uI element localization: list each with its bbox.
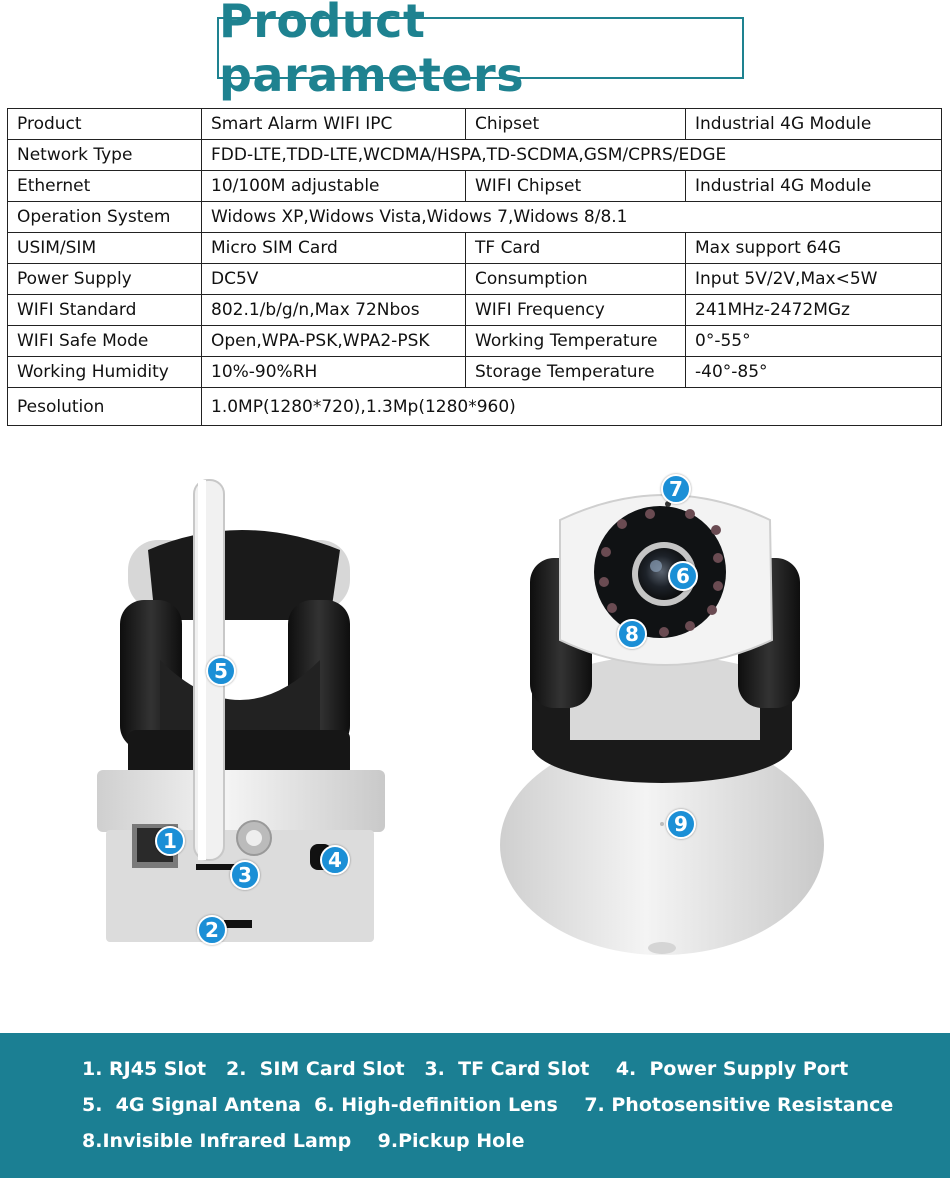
legend-line: 5. 4G Signal Antena 6. High-definition Lens 7. Photosensitive Resistance	[82, 1094, 894, 1116]
table-row	[8, 109, 942, 140]
callout-sim-card-slot: 2	[197, 915, 227, 945]
spec-label: WIFI Standard	[8, 295, 202, 326]
table-row	[8, 357, 942, 388]
spec-value: 0°-55°	[686, 326, 942, 357]
table-row	[8, 326, 942, 357]
spec-value: Max support 64G	[686, 233, 942, 264]
spec-label: USIM/SIM	[8, 233, 202, 264]
spec-value: FDD-LTE,TDD-LTE,WCDMA/HSPA,TD-SCDMA,GSM/CPRS/EDGE	[202, 140, 942, 171]
spec-value: Micro SIM Card	[202, 233, 466, 264]
spec-label: WIFI Frequency	[466, 295, 686, 326]
callout-tf-card-slot: 3	[230, 860, 260, 890]
spec-label: Pesolution	[8, 388, 202, 426]
spec-label: Ethernet	[8, 171, 202, 202]
spec-value: Smart Alarm WIFI IPC	[202, 109, 466, 140]
spec-table	[7, 108, 942, 426]
spec-label: Working Humidity	[8, 357, 202, 388]
legend-line: 1. RJ45 Slot 2. SIM Card Slot 3. TF Card Slot 4. Power Supply Port	[82, 1058, 849, 1080]
callout-pickup-hole: 9	[666, 809, 696, 839]
table-row	[8, 140, 942, 171]
title-box	[217, 0, 744, 102]
product-photo	[0, 440, 950, 1030]
callout-rj45-slot: 1	[155, 826, 185, 856]
spec-value: 802.1/b/g/n,Max 72Nbos	[202, 295, 466, 326]
page-title: Product parameters	[219, 0, 525, 102]
table-row	[8, 233, 942, 264]
spec-value: 241MHz-2472MGz	[686, 295, 942, 326]
table-row	[8, 171, 942, 202]
legend-line: 8.Invisible Infrared Lamp 9.Pickup Hole	[82, 1130, 525, 1152]
spec-value: 10%-90%RH	[202, 357, 466, 388]
spec-label: TF Card	[466, 233, 686, 264]
callout-4g-signal-antenna: 5	[206, 656, 236, 686]
callout-power-supply-port: 4	[320, 845, 350, 875]
spec-value: -40°-85°	[686, 357, 942, 388]
spec-value: Industrial 4G Module	[686, 109, 942, 140]
spec-value: Widows XP,Widows Vista,Widows 7,Widows 8/8.1	[202, 202, 942, 233]
spec-label: Product	[8, 109, 202, 140]
spec-value: Input 5V/2V,Max<5W	[686, 264, 942, 295]
spec-label: Network Type	[8, 140, 202, 171]
spec-label: Chipset	[466, 109, 686, 140]
spec-label: WIFI Chipset	[466, 171, 686, 202]
callout-infrared-lamp: 8	[617, 619, 647, 649]
spec-value: Industrial 4G Module	[686, 171, 942, 202]
camera-front-view	[500, 495, 824, 955]
spec-value: DC5V	[202, 264, 466, 295]
table-row	[8, 388, 942, 426]
callout-hd-lens: 6	[668, 561, 698, 591]
spec-label: WIFI Safe Mode	[8, 326, 202, 357]
spec-value: Open,WPA-PSK,WPA2-PSK	[202, 326, 466, 357]
spec-value: 1.0MP(1280*720),1.3Mp(1280*960)	[202, 388, 942, 426]
camera-illustration	[0, 440, 950, 1030]
table-row	[8, 202, 942, 233]
spec-label: Working Temperature	[466, 326, 686, 357]
table-row	[8, 295, 942, 326]
spec-label: Power Supply	[8, 264, 202, 295]
spec-value: 10/100M adjustable	[202, 171, 466, 202]
table-row	[8, 264, 942, 295]
spec-label: Storage Temperature	[466, 357, 686, 388]
feature-legend	[0, 1033, 950, 1178]
callout-photosensitive-resistance: 7	[661, 474, 691, 504]
spec-label: Operation System	[8, 202, 202, 233]
spec-label: Consumption	[466, 264, 686, 295]
